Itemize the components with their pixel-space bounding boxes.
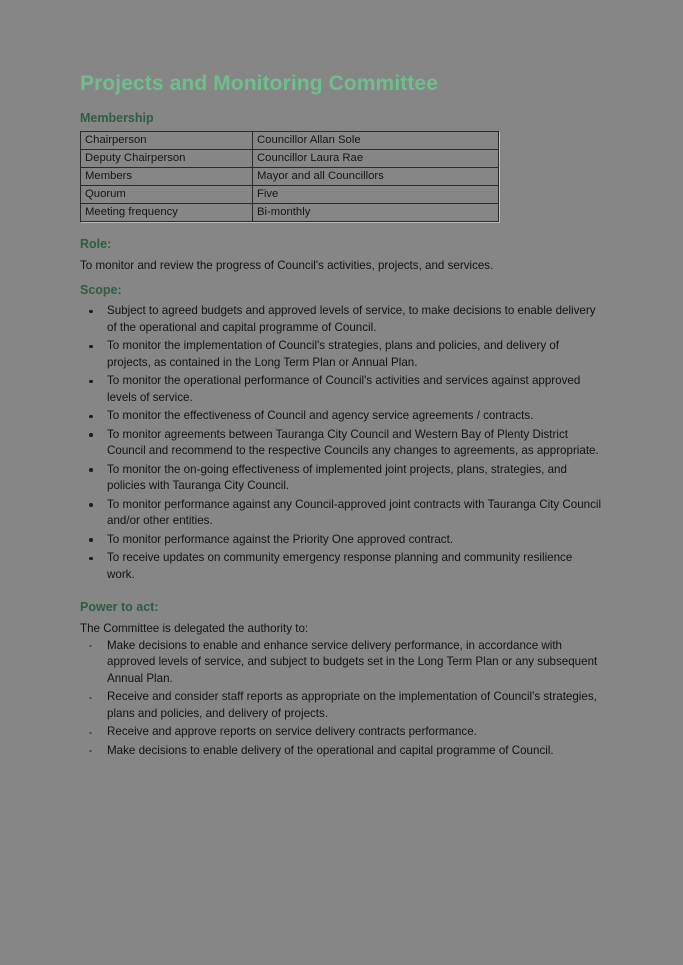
list-item: Subject to agreed budgets and approved levels of service, to make decisions to enable delivery of the operational and capital programme of Council. xyxy=(80,303,603,336)
membership-heading: Membership xyxy=(80,111,154,126)
power-to-act-heading: Power to act: xyxy=(80,600,159,615)
list-item: To monitor the effectiveness of Council and agency service agreements / contracts. xyxy=(80,408,603,425)
membership-value: Bi-monthly xyxy=(253,204,499,222)
page-title: Projects and Monitoring Committee xyxy=(80,72,438,95)
list-item: Make decisions to enable and enhance service delivery performance, in accordance with approved levels of service, and subject to budgets set in the Long Term Plan or any subsequent Annual Plan. xyxy=(80,638,603,688)
power-to-act-list xyxy=(80,638,603,760)
table-row xyxy=(81,132,499,150)
spacer xyxy=(80,273,603,283)
membership-label: Chairperson xyxy=(81,132,253,150)
table-row xyxy=(81,168,499,186)
membership-table-body xyxy=(81,132,499,222)
list-item: To monitor agreements between Tauranga City Council and Western Bay of Plenty District Council and recommend to the respective Councils any changes to agreements, as appropriate. xyxy=(80,427,603,460)
list-item: Receive and approve reports on service delivery contracts performance. xyxy=(80,724,603,741)
membership-value: Councillor Laura Rae xyxy=(253,150,499,168)
list-item: To monitor performance against any Council-approved joint contracts with Tauranga City Council and/or other entities. xyxy=(80,497,603,530)
spacer xyxy=(80,585,603,600)
list-item: Make decisions to enable delivery of the operational and capital programme of Council. xyxy=(80,743,603,760)
membership-label: Members xyxy=(81,168,253,186)
table-row xyxy=(81,150,499,168)
membership-value: Mayor and all Councillors xyxy=(253,168,499,186)
scope-list xyxy=(80,303,603,583)
membership-label: Meeting frequency xyxy=(81,204,253,222)
role-text: To monitor and review the progress of Council's activities, projects, and services. xyxy=(80,258,494,272)
membership-value: Councillor Allan Sole xyxy=(253,132,499,150)
scope-heading: Scope: xyxy=(80,282,122,297)
list-item: Receive and consider staff reports as appropriate on the implementation of Council's strategies, plans and policies, and delivery of projects. xyxy=(80,689,603,722)
list-item: To monitor the on-going effectiveness of implemented joint projects, plans, strategies, and policies with Tauranga City Council. xyxy=(80,462,603,495)
membership-table xyxy=(80,131,499,222)
list-item: To monitor the implementation of Council's strategies, plans and policies, and delivery of projects, as contained in the Long Term Plan or Annual Plan. xyxy=(80,338,603,371)
power-to-act-intro: The Committee is delegated the authority to: xyxy=(80,621,309,635)
spacer xyxy=(80,222,603,237)
membership-label: Quorum xyxy=(81,186,253,204)
table-row xyxy=(81,186,499,204)
role-heading: Role: xyxy=(80,237,112,252)
list-item: To receive updates on community emergency response planning and community resilience work. xyxy=(80,550,603,583)
list-item: To monitor the operational performance of Council's activities and services against approved levels of service. xyxy=(80,373,603,406)
list-item: To monitor performance against the Priority One approved contract. xyxy=(80,532,603,549)
membership-value: Five xyxy=(253,186,499,204)
table-row xyxy=(81,204,499,222)
membership-label: Deputy Chairperson xyxy=(81,150,253,168)
